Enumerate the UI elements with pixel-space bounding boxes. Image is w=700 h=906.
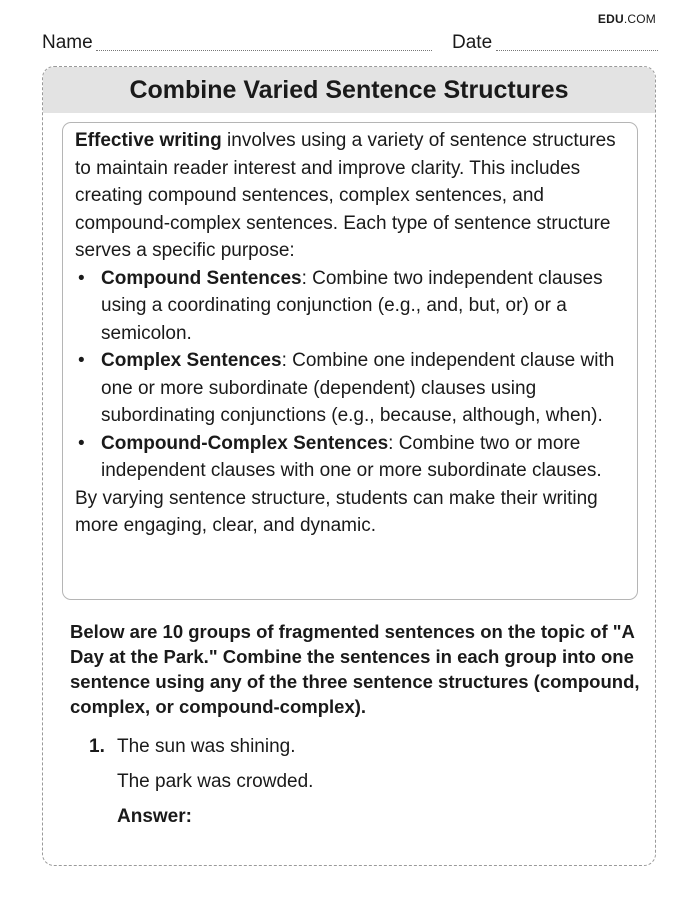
brand-logo-rest: .COM: [623, 12, 656, 26]
answer-line[interactable]: [89, 805, 629, 840]
intro-paragraph: [75, 127, 627, 265]
answer-label: Answer:: [117, 806, 192, 827]
list-item: [75, 265, 627, 348]
question-fragment-2: The park was crowded.: [117, 771, 314, 792]
bullet-term: Complex Sentences: [101, 350, 282, 371]
worksheet-card: [42, 66, 656, 866]
intro-lead: Effective writing: [75, 130, 222, 151]
bullet-icon: •: [78, 350, 85, 371]
bullet-term: Compound-Complex Sentences: [101, 432, 389, 454]
bullet-term: Compound Sentences: [101, 267, 302, 289]
closing-paragraph: By varying sentence structure, students can make their writing more engaging, clear, and dynamic.: [75, 487, 598, 536]
question-line: [89, 735, 629, 770]
intro-text: involves using a variety of sentence structures to maintain reader interest and improve clarity. This includes creating compound sentences, complex sentences, and compound-complex sentences. Each type of sentence structure serves a specific purpose:: [75, 130, 616, 261]
list-item: [75, 430, 627, 485]
brand-logo-bold: EDU: [597, 12, 624, 26]
worksheet-title: Combine Varied Sentence Structures: [43, 67, 655, 113]
question-number: 1.: [89, 736, 105, 757]
bullet-desc: : Combine one independent clause with one or more subordinate (dependent) clauses using subordinating conjunctions (e.g., because, although, when).: [101, 350, 615, 426]
structure-list: [75, 265, 627, 485]
question-item: [89, 735, 629, 840]
name-date-row: [42, 30, 658, 54]
date-label: Date: [452, 32, 493, 53]
list-item: [75, 347, 627, 430]
brand-logo: [598, 12, 656, 26]
bullet-icon: •: [78, 432, 85, 454]
bullet-desc: : Combine two independent clauses using a coordinating conjunction (e.g., and, but, or) or a semicolon.: [101, 267, 603, 344]
name-field[interactable]: [96, 50, 432, 51]
bullet-icon: •: [78, 267, 85, 289]
name-label: Name: [42, 32, 93, 53]
instructions: Below are 10 groups of fragmented sentences on the topic of "A Day at the Park." Combine the sentences in each group into one sentence using any of the three sentence structures (compound, complex, or compound-complex).: [70, 621, 640, 717]
explanation-box: [62, 122, 638, 600]
question-line: [89, 770, 629, 805]
date-field[interactable]: [496, 50, 658, 51]
question-fragment-1: The sun was shining.: [117, 736, 296, 757]
bullet-desc: : Combine two or more independent clauses with one or more subordinate clauses.: [101, 432, 602, 481]
